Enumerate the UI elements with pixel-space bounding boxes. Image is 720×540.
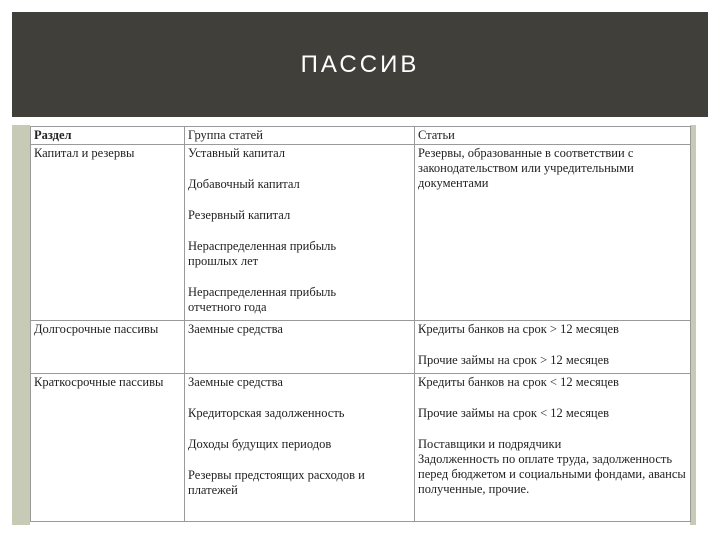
left-decor-strip [12, 125, 30, 525]
table-row [31, 374, 691, 522]
article-item: Прочие займы на срок > 12 месяцев [418, 353, 610, 367]
group-cell [185, 374, 415, 522]
section-cell: Краткосрочные пассивы [31, 374, 185, 522]
article-item: Поставщики и подрядчики [418, 437, 562, 451]
article-item: Кредиты банков на срок > 12 месяцев [418, 322, 619, 336]
group-item: Уставный капитал [188, 146, 286, 160]
header-items: Статьи [415, 127, 691, 145]
group-item: Резервы предстоящих расходов и платежей [188, 468, 365, 497]
article-item: Кредиты банков на срок < 12 месяцев [418, 375, 619, 389]
article-item: Прочие займы на срок < 12 месяцев [418, 406, 610, 420]
section-cell: Долгосрочные пассивы [31, 321, 185, 374]
group-item: Доходы будущих периодов [188, 437, 332, 451]
group-cell [185, 321, 415, 374]
group-item: Нераспределенная прибыль отчетного года [188, 285, 337, 314]
items-cell [415, 145, 691, 321]
items-cell [415, 321, 691, 374]
section-cell: Капитал и резервы [31, 145, 185, 321]
items-cell [415, 374, 691, 522]
header-group: Группа статей [185, 127, 415, 145]
article-item: Резервы, образованные в соответствии с законодательством или учредительными документами [418, 146, 634, 190]
group-item: Кредиторская задолженность [188, 406, 345, 420]
page-title: ПАССИВ [300, 50, 420, 78]
group-item: Заемные средства [188, 375, 283, 389]
table-row [31, 145, 691, 321]
table-header-row [31, 127, 691, 145]
liabilities-table [30, 126, 691, 522]
title-banner [12, 12, 708, 117]
group-item: Нераспределенная прибыль прошлых лет [188, 239, 337, 268]
header-section: Раздел [31, 127, 185, 145]
liabilities-table-container [30, 126, 690, 522]
group-item: Резервный капитал [188, 208, 291, 222]
table-row [31, 321, 691, 374]
group-item: Заемные средства [188, 322, 283, 336]
group-cell [185, 145, 415, 321]
article-item: Задолженность по оплате труда, задолженность перед бюджетом и социальными фондами, авансы полученные, прочие. [418, 452, 686, 496]
group-item: Добавочный капитал [188, 177, 300, 191]
